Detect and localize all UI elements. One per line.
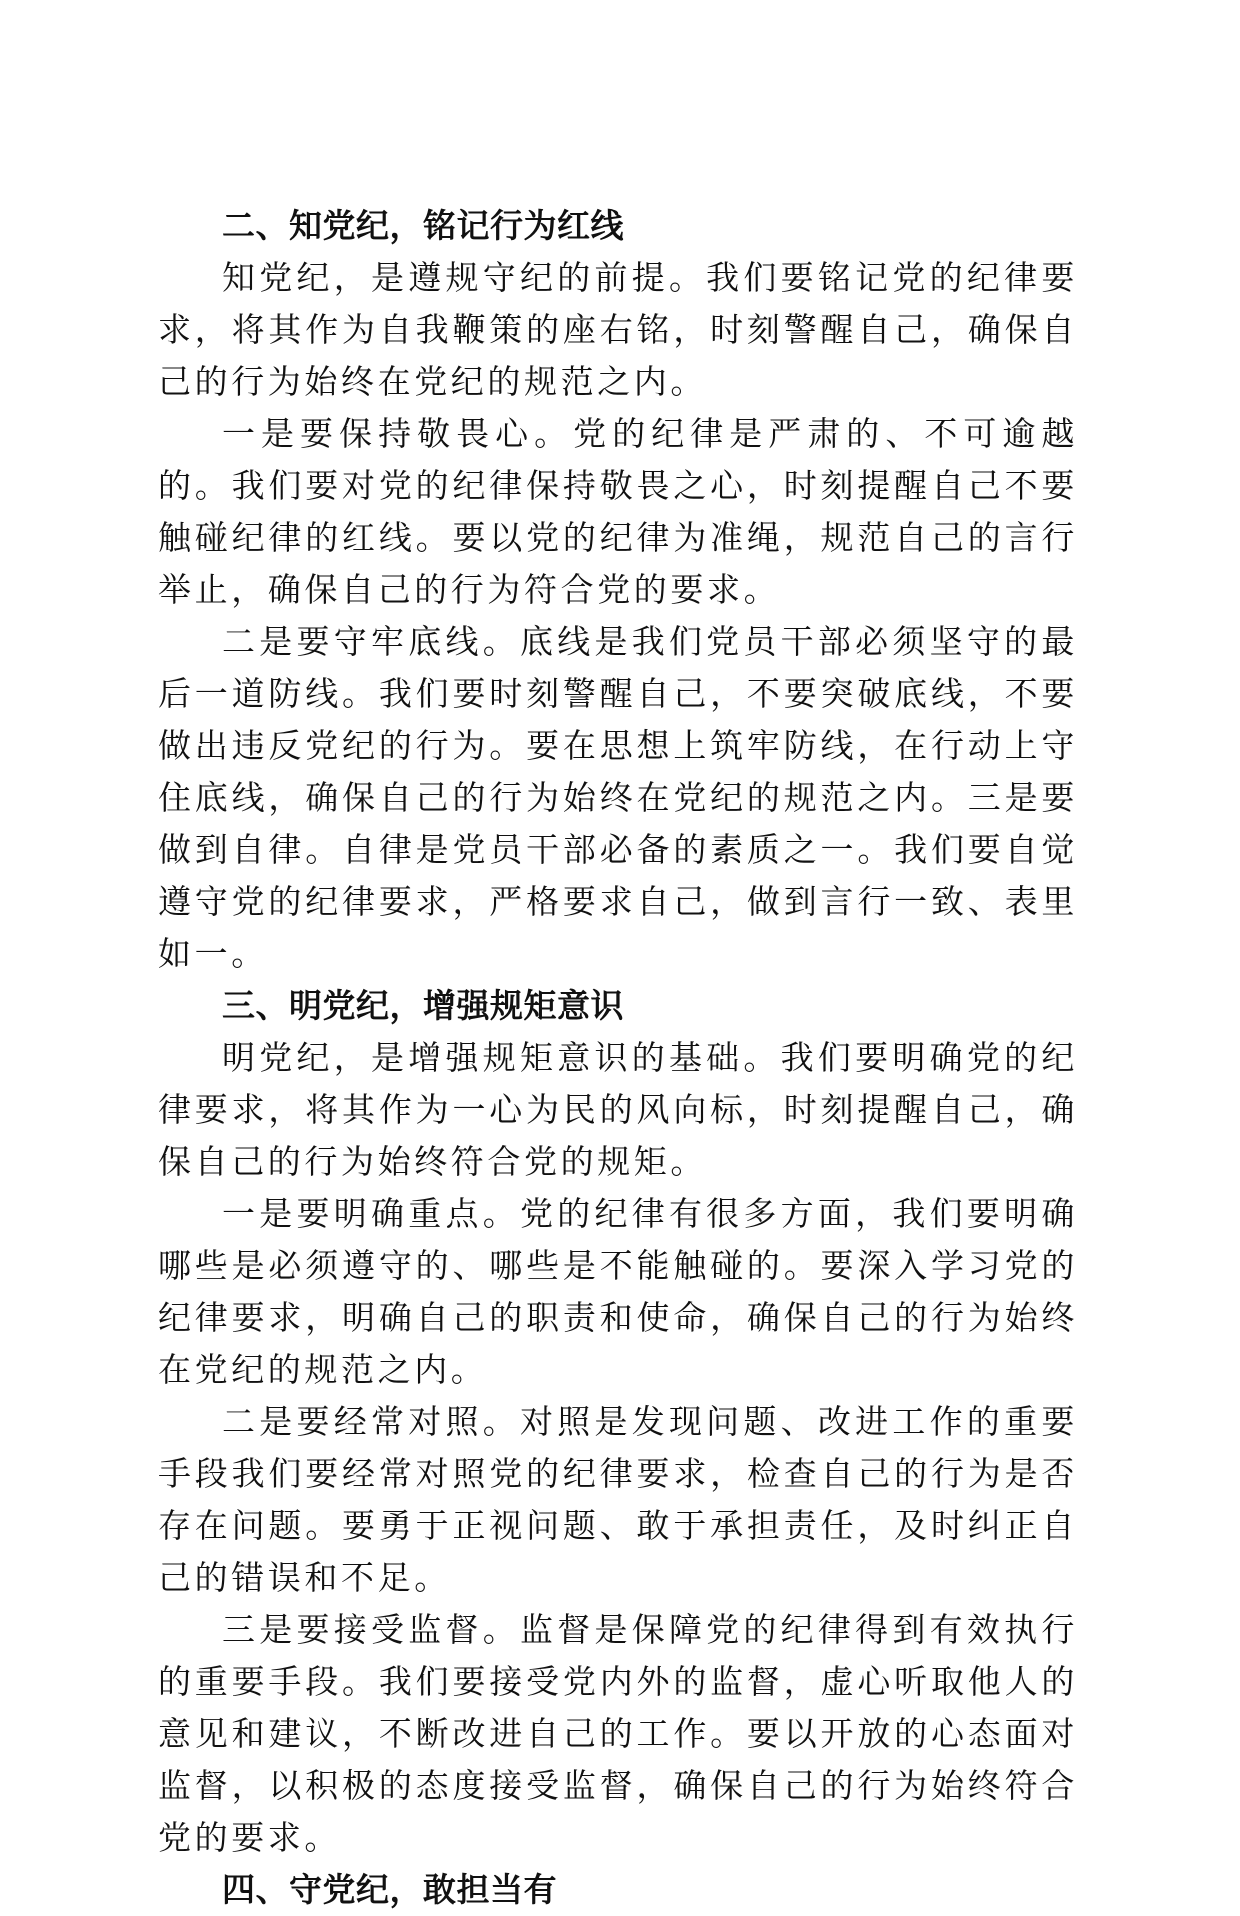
section-heading-3: 三、明党纪，增强规矩意识: [222, 986, 624, 1025]
paragraph: 知党纪，是遵规守纪的前提。我们要铭记党的纪律要求，将其作为自我鞭策的座右铭，时刻警醒自己，确保自己的行为始终在党纪的规范之内。: [158, 258, 1078, 401]
paragraph: 一是要保持敬畏心。党的纪律是严肃的、不可逾越的。我们要对党的纪律保持敬畏之心，时刻提醒自己不要触碰纪律的红线。要以党的纪律为准绳，规范自己的言行举止，确保自己的行为符合党的要求。: [158, 414, 1078, 609]
paragraph: 三是要接受监督。监督是保障党的纪律得到有效执行的重要手段。我们要接受党内外的监督，虚心听取他人的意见和建议，不断改进自己的工作。要以开放的心态面对监督，以积极的态度接受监督，确保自己的行为始终符合党的要求。: [158, 1610, 1078, 1857]
paragraph: 二是要守牢底线。底线是我们党员干部必须坚守的最后一道防线。我们要时刻警醒自己，不要突破底线，不要做出违反党纪的行为。要在思想上筑牢防线，在行动上守住底线，确保自己的行为始终在党纪的规范之内。三是要做到自律。自律是党员干部必备的素质之一。我们要自觉遵守党的纪律要求，严格要求自己，做到言行一致、表里如一。: [158, 622, 1078, 973]
section-heading-4: 四、守党纪，敢担当有: [222, 1870, 557, 1909]
paragraph: 一是要明确重点。党的纪律有很多方面，我们要明确哪些是必须遵守的、哪些是不能触碰的。要深入学习党的纪律要求，明确自己的职责和使命，确保自己的行为始终在党纪的规范之内。: [158, 1194, 1078, 1389]
paragraph: 二是要经常对照。对照是发现问题、改进工作的重要手段我们要经常对照党的纪律要求，检查自己的行为是否存在问题。要勇于正视问题、敢于承担责任，及时纠正自己的错误和不足。: [158, 1402, 1078, 1597]
paragraph: 明党纪，是增强规矩意识的基础。我们要明确党的纪律要求，将其作为一心为民的风向标，时刻提醒自己，确保自己的行为始终符合党的规矩。: [158, 1038, 1078, 1181]
section-heading-2: 二、知党纪，铭记行为红线: [222, 206, 624, 245]
document-body: [158, 200, 1078, 1916]
